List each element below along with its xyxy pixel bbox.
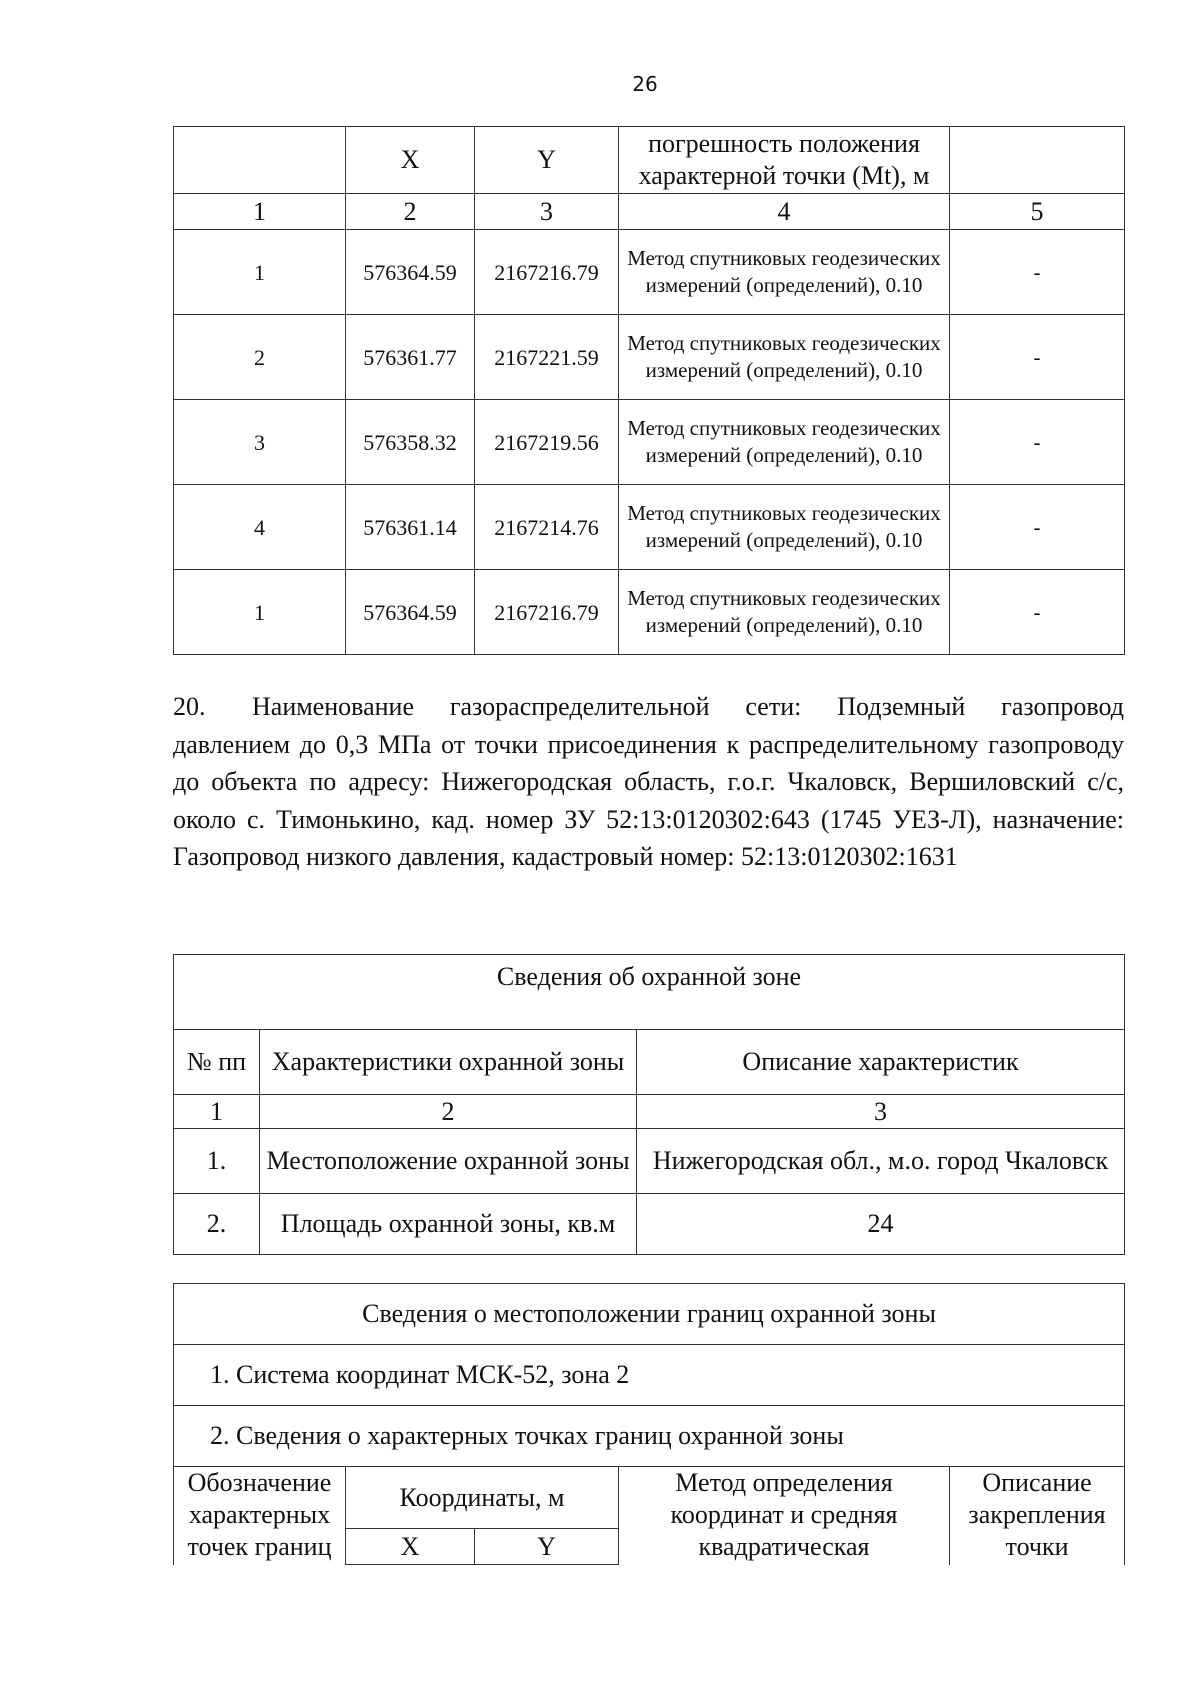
paragraph-text: Наименование газораспределительной сети: Подземный газопровод давлением до 0,3 МПа от точки присоединения к распределительному газопроводу до объекта по адресу: Нижегородская область, г.о.г. Чкаловск, Вершиловский с/с, около с. Тимонькино, кад. номер ЗУ 52:13:0120302:643 (1745 УЕЗ-Л), назначение: Газопровод низкого давления, кадастровый номер: 52:13:0120302:1631 — [173, 692, 1124, 871]
header-cell-coords: Координаты, м — [346, 1467, 619, 1529]
value-cell: 24 — [637, 1194, 1125, 1255]
coordinate-system-text: 1. Система координат МСК-52, зона 2 — [174, 1345, 1125, 1406]
num-cell: 2. — [174, 1194, 260, 1255]
desc-cell: - — [950, 570, 1125, 655]
table-row — [174, 400, 1125, 485]
header-cell-y: Y — [475, 127, 619, 194]
method-cell: Метод спутниковых геодезических измерений (определений), 0.10 — [619, 570, 950, 655]
index-cell: 5 — [950, 194, 1125, 230]
name-cell: Местоположение охранной зоны — [260, 1129, 637, 1194]
x-cell: 576364.59 — [346, 230, 475, 315]
desc-cell: - — [950, 315, 1125, 400]
index-cell: 2 — [346, 194, 475, 230]
point-cell: 3 — [174, 400, 346, 485]
table-header-row — [174, 127, 1125, 194]
index-cell: 3 — [637, 1095, 1125, 1129]
paragraph-number: 20. — [173, 692, 206, 721]
points-info-row — [174, 1406, 1125, 1467]
coordinate-system-row — [174, 1345, 1125, 1406]
value-cell: Нижегородская обл., м.о. город Чкаловск — [637, 1129, 1125, 1194]
boundary-location-table — [173, 1283, 1125, 1565]
header-cell-point — [174, 127, 346, 194]
table-row — [174, 1129, 1125, 1194]
header-cell-x: X — [346, 1529, 475, 1565]
header-cell-x: X — [346, 127, 475, 194]
x-cell: 576361.14 — [346, 485, 475, 570]
table-row — [174, 1194, 1125, 1255]
column-index-row — [174, 194, 1125, 230]
desc-cell: - — [950, 230, 1125, 315]
point-cell: 4 — [174, 485, 346, 570]
table-title-row — [174, 955, 1125, 1030]
table-row — [174, 570, 1125, 655]
desc-cell: - — [950, 485, 1125, 570]
header-cell-desc — [950, 127, 1125, 194]
header-cell-method: Метод определения координат и средняя квадратическая — [619, 1467, 950, 1565]
header-cell-desc: Описание закрепления точки — [950, 1467, 1125, 1565]
table-row — [174, 315, 1125, 400]
x-cell: 576361.77 — [346, 315, 475, 400]
point-cell: 1 — [174, 570, 346, 655]
desc-cell: - — [950, 400, 1125, 485]
y-cell: 2167221.59 — [475, 315, 619, 400]
table-title: Сведения о местоположении границ охранной зоны — [174, 1284, 1125, 1345]
header-cell-y: Y — [475, 1529, 619, 1565]
header-cell-num: № пп — [174, 1030, 260, 1095]
gas-network-paragraph — [173, 688, 1124, 876]
index-cell: 1 — [174, 194, 346, 230]
header-cell-description: Описание характеристик — [637, 1030, 1125, 1095]
name-cell: Площадь охранной зоны, кв.м — [260, 1194, 637, 1255]
point-cell: 2 — [174, 315, 346, 400]
page-number: 26 — [632, 72, 658, 96]
header-cell-error: погрешность положения характерной точки (Mt), м — [619, 127, 950, 194]
point-cell: 1 — [174, 230, 346, 315]
points-info-text: 2. Сведения о характерных точках границ охранной зоны — [174, 1406, 1125, 1467]
table-title-row — [174, 1284, 1125, 1345]
index-cell: 1 — [174, 1095, 260, 1129]
method-cell: Метод спутниковых геодезических измерений (определений), 0.10 — [619, 400, 950, 485]
table-header-row — [174, 1030, 1125, 1095]
y-cell: 2167214.76 — [475, 485, 619, 570]
index-cell: 2 — [260, 1095, 637, 1129]
x-cell: 576358.32 — [346, 400, 475, 485]
header-cell-characteristic: Характеристики охранной зоны — [260, 1030, 637, 1095]
table-title: Сведения об охранной зоне — [174, 955, 1125, 1030]
method-cell: Метод спутниковых геодезических измерений (определений), 0.10 — [619, 485, 950, 570]
protection-zone-table — [173, 954, 1125, 1255]
index-cell: 4 — [619, 194, 950, 230]
coordinates-table — [173, 126, 1125, 655]
column-index-row — [174, 1095, 1125, 1129]
y-cell: 2167216.79 — [475, 230, 619, 315]
method-cell: Метод спутниковых геодезических измерений (определений), 0.10 — [619, 230, 950, 315]
method-cell: Метод спутниковых геодезических измерений (определений), 0.10 — [619, 315, 950, 400]
index-cell: 3 — [475, 194, 619, 230]
table-row — [174, 485, 1125, 570]
y-cell: 2167219.56 — [475, 400, 619, 485]
y-cell: 2167216.79 — [475, 570, 619, 655]
table-row — [174, 230, 1125, 315]
x-cell: 576364.59 — [346, 570, 475, 655]
header-cell-point: Обозначение характерных точек границ — [174, 1467, 346, 1565]
num-cell: 1. — [174, 1129, 260, 1194]
table-header-row — [174, 1467, 1125, 1529]
